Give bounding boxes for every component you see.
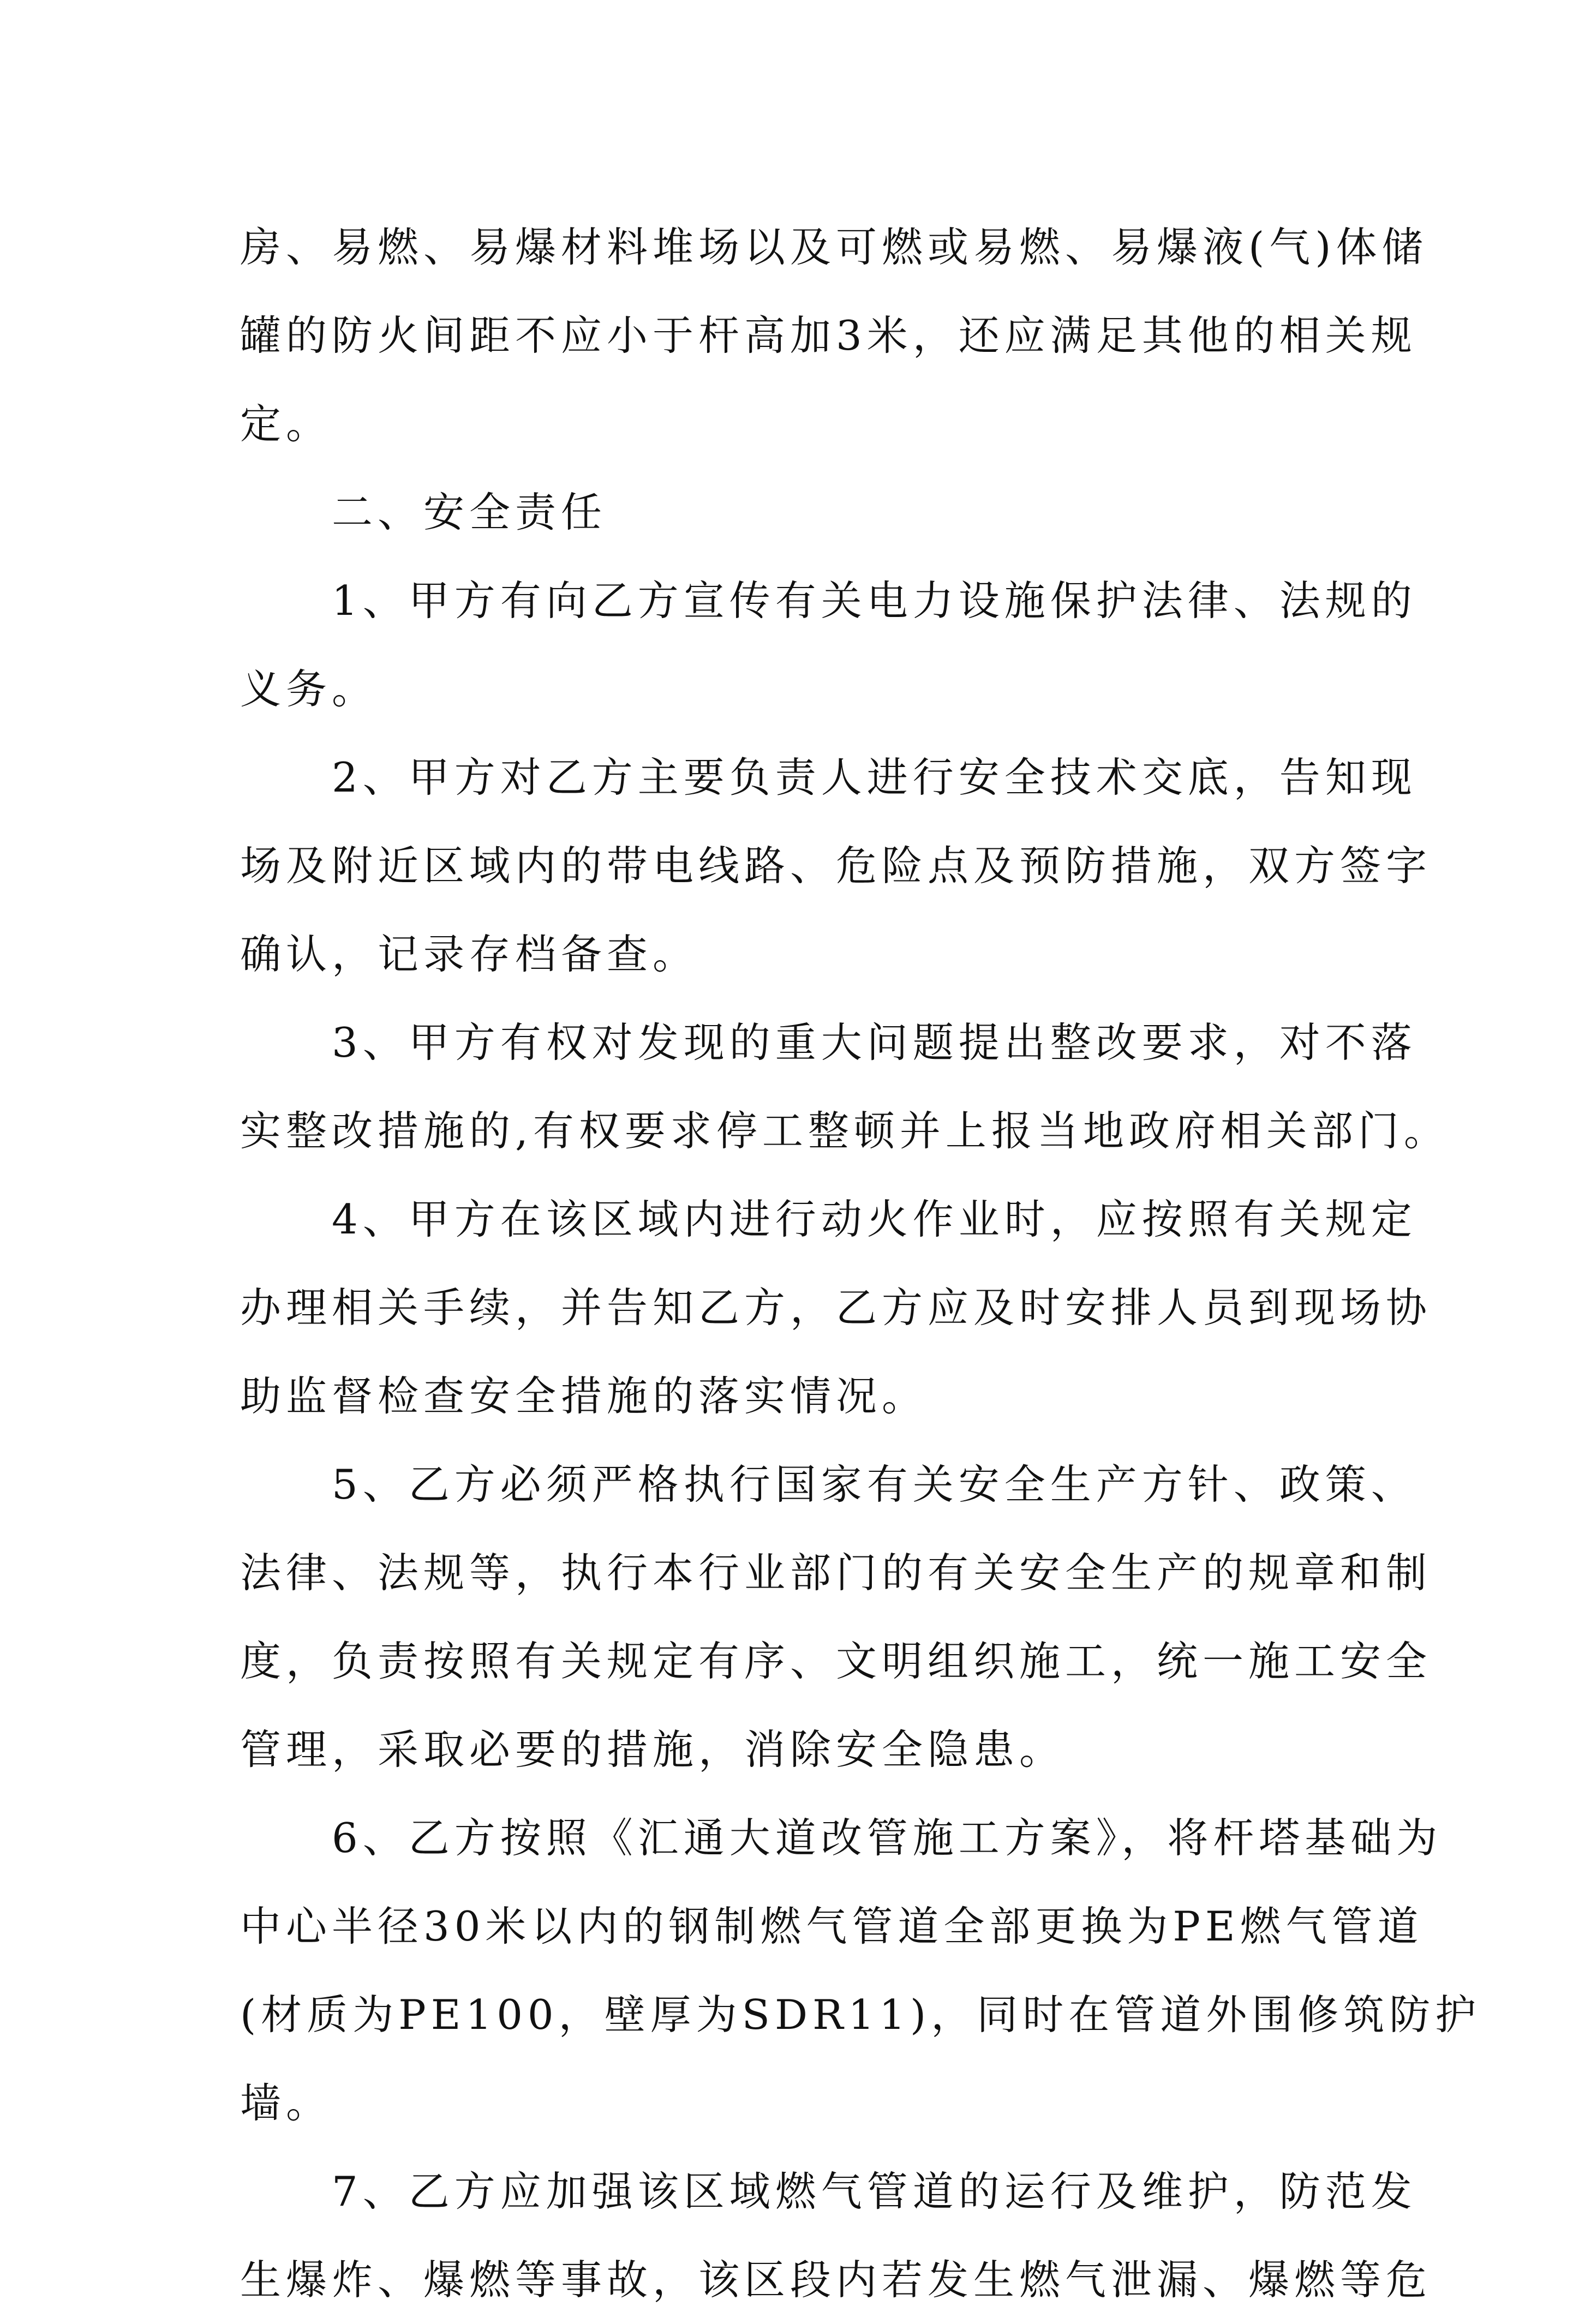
document-body [240, 203, 1481, 2324]
text-line: 7、乙方应加强该区域燃气管道的运行及维护，防范发 [240, 2167, 1417, 2215]
text-line: 场及附近区域内的带电线路、危险点及预防措施，双方签字 [240, 842, 1432, 890]
text-line: 房、易燃、易爆材料堆场以及可燃或易燃、易爆液(气)体储 [240, 223, 1428, 271]
text-line: 3、甲方有权对发现的重大问题提出整改要求，对不落 [240, 1019, 1417, 1067]
text-line: 实整改措施的,有权要求停工整顿并上报当地政府相关部门。 [240, 1107, 1450, 1155]
text-line: 办理相关手续，并告知乙方，乙方应及时安排人员到现场协 [240, 1284, 1432, 1332]
text-line: 助监督检查安全措施的落实情况。 [240, 1372, 928, 1420]
text-line: 义务。 [240, 665, 378, 713]
text-line: 定。 [240, 400, 332, 448]
section-heading: 二、安全责任 [240, 488, 607, 536]
text-line: 5、乙方必须严格执行国家有关安全生产方针、政策、 [240, 1460, 1417, 1508]
text-line: 确认，记录存档备查。 [240, 930, 699, 978]
text-line: 生爆炸、爆燃等事故，该区段内若发生燃气泄漏、爆燃等危 [240, 2256, 1432, 2304]
text-line: 4、甲方在该区域内进行动火作业时，应按照有关规定 [240, 1195, 1417, 1243]
text-line: 法律、法规等，执行本行业部门的有关安全生产的规章和制 [240, 1549, 1432, 1597]
text-line: (材质为PE100，壁厚为SDR11)，同时在管道外围修筑防护 [240, 1991, 1481, 2039]
text-line: 中心半径30米以内的钢制燃气管道全部更换为PE燃气管道 [240, 1902, 1424, 1950]
text-line: 6、乙方按照《汇通大道改管施工方案》，将杆塔基础为 [240, 1814, 1443, 1862]
text-line: 1、甲方有向乙方宣传有关电力设施保护法律、法规的 [240, 577, 1417, 625]
text-line: 罐的防火间距不应小于杆高加3米，还应满足其他的相关规 [240, 312, 1417, 360]
text-line: 2、甲方对乙方主要负责人进行安全技术交底，告知现 [240, 753, 1417, 801]
text-line: 管理，采取必要的措施，消除安全隐患。 [240, 1726, 1066, 1774]
text-line: 度，负责按照有关规定有序、文明组织施工，统一施工安全 [240, 1637, 1432, 1685]
text-line: 墙。 [240, 2079, 332, 2127]
